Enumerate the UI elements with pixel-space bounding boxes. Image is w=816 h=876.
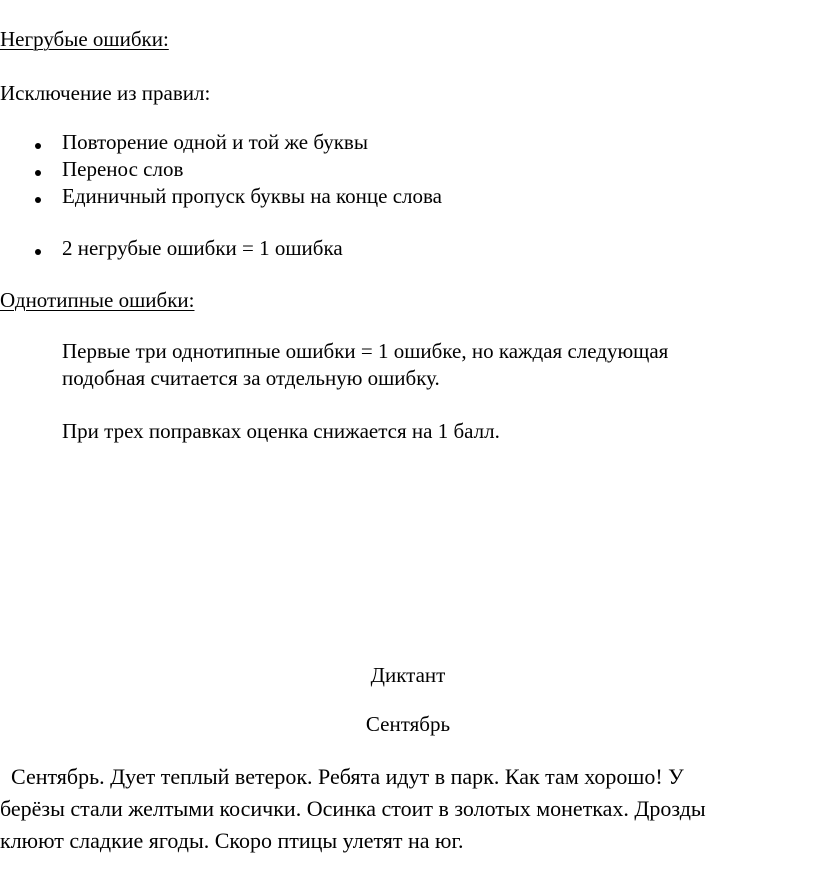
dictation-text-line: клюют сладкие ягоды. Скоро птицы улетят на юг.: [0, 828, 464, 853]
paragraph-line: Первые три однотипные ошибки = 1 ошибке, но каждая следующая: [62, 339, 669, 363]
dictation-text-line: Сентябрь. Дует теплый ветерок. Ребята идут в парк. Как там хорошо! У: [0, 764, 684, 789]
exceptions-label: Исключение из правил:: [0, 81, 211, 105]
heading-same-type-errors: Однотипные ошибки:: [0, 288, 195, 312]
bullet-icon: [35, 170, 41, 176]
paragraph-line: подобная считается за отдельную ошибку.: [62, 366, 440, 390]
dictation-text-line: берёзы стали желтыми косички. Осинка стоит в золотых монетках. Дрозды: [0, 796, 706, 821]
list-item: 2 негрубые ошибки = 1 ошибка: [62, 236, 343, 260]
paragraph-corrections: При трех поправках оценка снижается на 1 балл.: [62, 419, 500, 443]
bullet-icon: [35, 197, 41, 203]
list-item: Единичный пропуск буквы на конце слова: [62, 184, 442, 208]
dictation-subtitle: Сентябрь: [365, 712, 451, 736]
bullet-icon: [35, 143, 41, 149]
dictation-title: Диктант: [370, 663, 446, 687]
list-item: Повторение одной и той же буквы: [62, 130, 368, 154]
heading-minor-errors: Негрубые ошибки:: [0, 27, 169, 51]
list-item: Перенос слов: [62, 157, 184, 181]
bullet-icon: [35, 249, 41, 255]
